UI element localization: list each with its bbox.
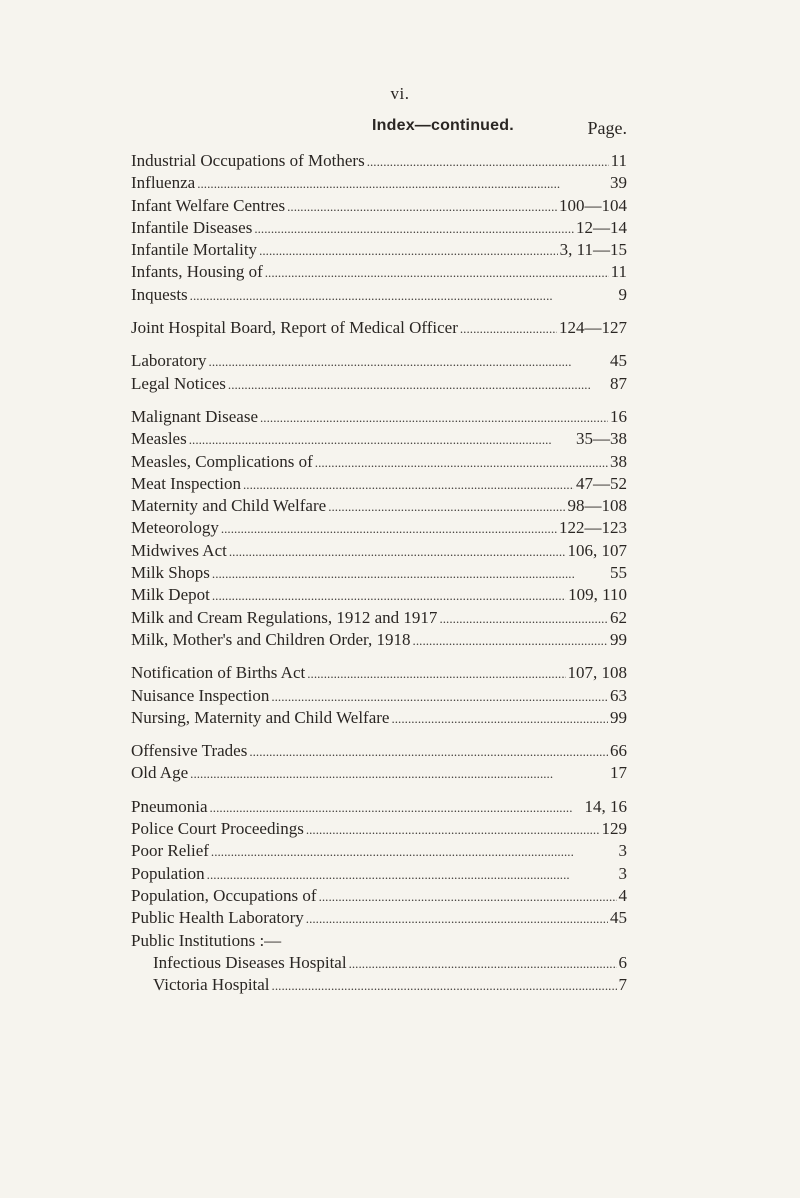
entry-pages: 47—52 [576,473,627,493]
entry-pages: 62 [610,607,627,627]
dot-leader [367,151,609,173]
entry-term: Legal Notices [131,373,226,393]
dot-leader [259,240,558,262]
page-column-label: Page. [587,118,627,138]
dot-leader [190,763,608,785]
entry-term: Milk, Mother's and Children Order, 1918 [131,629,411,649]
dot-leader [210,797,583,819]
dot-leader [228,374,608,396]
dot-leader [249,741,608,763]
entry-term: Poor Relief [131,841,209,861]
entry-pages: 38 [610,451,627,471]
index-entry [131,517,627,539]
dot-leader [272,975,617,997]
entry-pages: 39 [610,173,627,193]
entry-pages: 17 [610,763,627,783]
dot-leader [306,819,600,841]
entry-pages: 3 [618,863,627,883]
index-entry [131,707,627,729]
entry-term: Milk Depot [131,585,210,605]
entry-pages: 98—108 [567,496,627,516]
index-entry [131,428,627,450]
entry-pages: 11 [610,262,627,282]
entry-term: Old Age [131,763,189,783]
entry-pages: 129 [601,819,627,839]
dot-leader [306,908,608,930]
entry-pages: 99 [610,629,627,649]
entry-term: Infant Welfare Centres [131,195,286,215]
entry-pages: 107, 108 [567,663,627,683]
entry-pages: 12—14 [576,217,627,237]
entry-term: Malignant Disease [131,406,258,426]
entry-pages: 100—104 [559,195,627,215]
entry-term: Notification of Births Act [131,663,306,683]
entry-term: Measles, Complications of [131,451,313,471]
entry-term: Infantile Mortality [131,240,258,260]
dot-leader [287,196,557,218]
index-entry [131,540,627,562]
entry-pages: 109, 110 [568,585,627,605]
index-entry [131,451,627,473]
entry-term: Maternity and Child Welfare [131,496,327,516]
entry-term: Milk Shops [131,563,210,583]
entry-pages: 14, 16 [584,796,627,816]
entry-term: Industrial Occupations of Mothers [131,151,365,170]
dot-leader [391,708,608,730]
entry-term: Pneumonia [131,796,208,816]
index-entries [131,150,627,996]
index-entry [131,740,627,762]
dot-leader [211,841,617,863]
dot-leader [209,351,608,373]
dot-leader [271,686,608,708]
entry-pages: 45 [610,908,627,928]
index-entry [131,317,627,339]
dot-leader [229,541,566,563]
entry-term: Victoria Hospital [153,975,270,995]
entry-pages: 87 [610,373,627,393]
entry-term: Joint Hospital Board, Report of Medical Officer [131,318,458,338]
index-entry [131,885,627,907]
index-entry [131,796,627,818]
entry-term: Public Health Laboratory [131,908,304,928]
index-entry [131,473,627,495]
index-entry [131,350,627,372]
entry-pages: 7 [618,975,627,995]
entry-pages: 55 [610,563,627,583]
dot-leader [197,173,608,195]
index-entry [131,150,627,172]
entry-pages: 4 [618,885,627,905]
dot-leader [212,585,566,607]
dot-leader [265,262,609,284]
entry-term: Nuisance Inspection [131,685,270,705]
entry-pages: 124—127 [559,318,627,338]
entry-term: Infants, Housing of [131,262,263,282]
dot-leader [328,496,565,518]
dot-leader [349,953,617,975]
dot-leader [207,864,617,886]
entry-pages: 99 [610,707,627,727]
dot-leader [460,318,557,340]
dot-leader [189,429,574,451]
entry-pages: 16 [610,406,627,426]
index-entry [131,840,627,862]
entry-term: Police Court Proceedings [131,819,304,839]
entry-pages: 106, 107 [567,540,627,560]
index-entry [131,863,627,885]
dot-leader [413,630,608,652]
index-entry [131,685,627,707]
entry-pages: 6 [618,952,627,972]
entry-term: Offensive Trades [131,741,248,761]
index-entry [131,584,627,606]
dot-leader [190,285,617,307]
index-entry [131,284,627,306]
entry-term: Public Institutions :— [131,930,282,950]
entry-term: Laboratory [131,351,207,371]
entry-term: Milk and Cream Regulations, 1912 and 1917 [131,607,438,627]
index-entry [131,406,627,428]
entry-term: Inquests [131,284,188,304]
dot-leader [221,518,557,540]
entry-pages: 3 [618,841,627,861]
dot-leader [319,886,617,908]
entry-pages: 3, 11—15 [559,240,627,260]
index-entry [131,195,627,217]
entry-pages: 122—123 [559,518,627,538]
index-entry [131,373,627,395]
entry-term: Population [131,863,205,883]
entry-term: Influenza [131,173,196,193]
entry-term: Measles [131,429,187,449]
entry-term: Infantile Diseases [131,217,253,237]
entry-pages: 35—38 [576,429,627,449]
index-entry [131,762,627,784]
entry-term: Meat Inspection [131,473,241,493]
dot-leader [254,218,574,240]
index-entry [131,974,627,996]
index-entry [131,907,627,929]
entry-pages: 11 [610,151,627,170]
index-entry [131,662,627,684]
page-number: vi. [390,84,410,103]
index-entry [131,607,627,629]
index-entry [131,818,627,840]
index-entry [131,562,627,584]
index-entry [131,239,627,261]
entry-pages: 66 [610,741,627,761]
entry-pages: 9 [618,284,627,304]
dot-leader [307,663,565,685]
index-entry [131,495,627,517]
index-entry [131,172,627,194]
entry-pages: 63 [610,685,627,705]
dot-leader [315,452,608,474]
dot-leader [260,407,608,429]
entry-pages: 45 [610,351,627,371]
index-heading: Index—continued. [372,117,514,134]
dot-leader [439,608,608,630]
entry-term: Infectious Diseases Hospital [153,952,347,972]
index-entry [131,930,627,952]
entry-term: Nursing, Maternity and Child Welfare [131,707,390,727]
dot-leader [212,563,608,585]
entry-term: Midwives Act [131,540,227,560]
entry-term: Population, Occupations of [131,885,317,905]
index-entry [131,952,627,974]
dot-leader [243,474,574,496]
index-entry [131,629,627,651]
entry-term: Meteorology [131,518,219,538]
index-entry [131,261,627,283]
index-entry [131,217,627,239]
